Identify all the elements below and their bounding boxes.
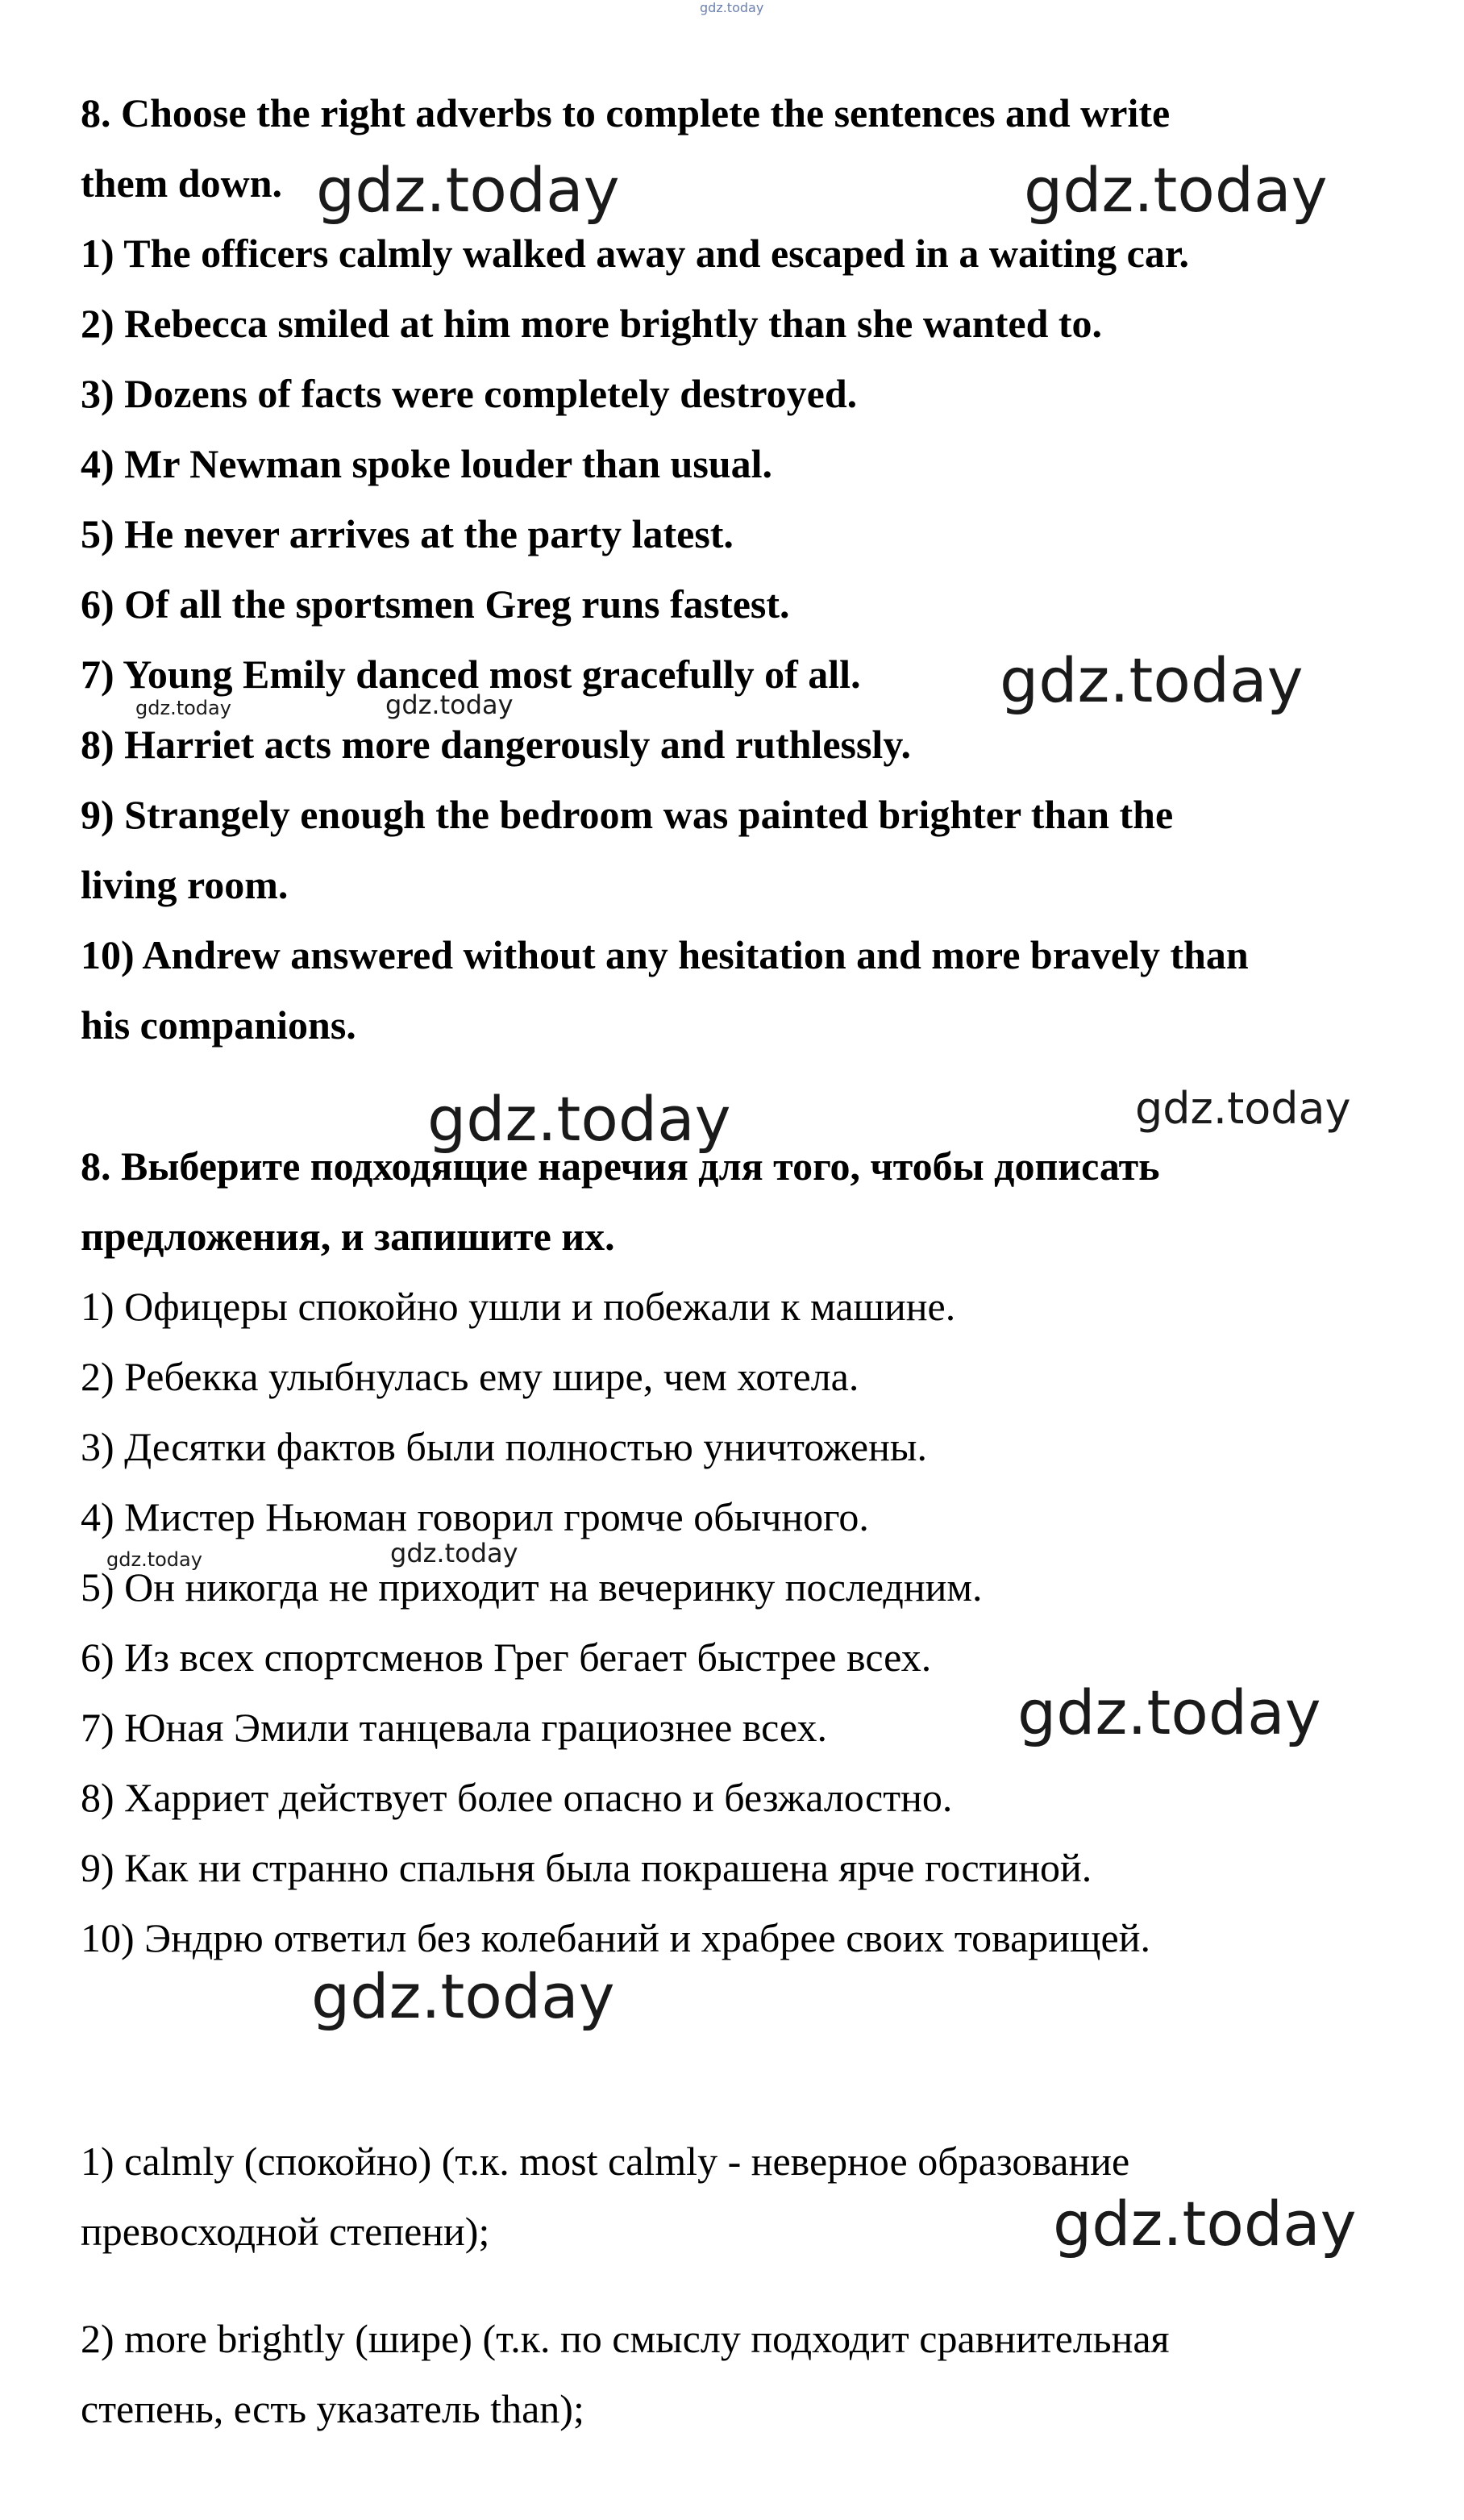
sentence-ru: 2) Ребекка улыбнулась ему шире, чем хотела. — [81, 1354, 859, 1399]
sentence-ru: 7) Юная Эмили танцевала грациознее всех. — [81, 1705, 827, 1750]
sentence-ru: 4) Мистер Ньюман говорил громче обычного. — [81, 1494, 869, 1539]
sentence-en: 7) Young Emily danced most gracefully of all. — [81, 652, 861, 697]
sentence-en: 5) He never arrives at the party latest. — [81, 511, 734, 556]
sentence-ru: 8) Харриет действует более опасно и безжалостно. — [81, 1775, 953, 1820]
exercise-title-en-line2: them down. — [81, 160, 283, 206]
watermark-text: gdz.today — [385, 689, 514, 720]
watermark-text: gdz.today — [427, 1083, 731, 1155]
sentence-en: 9) Strangely enough the bedroom was painted brighter than the — [81, 792, 1174, 837]
exercise-title-ru-line1: 8. Выберите подходящие наречия для того, чтобы дописать — [81, 1143, 1160, 1189]
sentence-en: 3) Dozens of facts were completely destroyed. — [81, 371, 858, 416]
explanation-line: превосходной степени); — [81, 2209, 490, 2254]
sentence-en-continued: living room. — [81, 862, 289, 907]
sentence-ru: 5) Он никогда не приходит на вечеринку последним. — [81, 1564, 983, 1610]
sentence-en: 8) Harriet acts more dangerously and ruthlessly. — [81, 722, 912, 767]
watermark-text: gdz.today — [1000, 644, 1304, 716]
exercise-title-ru-line2: предложения, и запишите их. — [81, 1214, 615, 1259]
watermark-text: gdz.today — [311, 1960, 615, 2032]
watermark-text: gdz.today — [106, 1548, 202, 1571]
watermark-text: gdz.today — [1024, 154, 1328, 226]
explanation-line: степень, есть указатель than); — [81, 2386, 584, 2431]
sentence-ru: 10) Эндрю ответил без колебаний и храбрее своих товарищей. — [81, 1915, 1150, 1960]
explanation-line: 2) more brightly (шире) (т.к. по смыслу подходит сравнительная — [81, 2316, 1170, 2361]
sentence-en: 4) Mr Newman spoke louder than usual. — [81, 441, 772, 486]
sentence-en-continued: his companions. — [81, 1002, 356, 1048]
exercise-title-en-line1: 8. Choose the right adverbs to complete the sentences and write — [81, 90, 1171, 135]
watermark-top: gdz.today — [700, 0, 764, 15]
sentence-en: 10) Andrew answered without any hesitation and more bravely than — [81, 932, 1249, 977]
watermark-text: gdz.today — [390, 1538, 518, 1568]
sentence-en: 2) Rebecca smiled at him more brightly than she wanted to. — [81, 301, 1103, 346]
watermark-text: gdz.today — [316, 154, 620, 226]
sentence-en: 1) The officers calmly walked away and escaped in a waiting car. — [81, 231, 1189, 276]
explanation-line: 1) calmly (спокойно) (т.к. most calmly - неверное образование — [81, 2139, 1130, 2184]
sentence-ru: 6) Из всех спортсменов Грег бегает быстрее всех. — [81, 1635, 932, 1680]
sentence-ru: 1) Офицеры спокойно ушли и побежали к машине. — [81, 1284, 956, 1329]
sentence-ru: 9) Как ни странно спальня была покрашена ярче гостиной. — [81, 1845, 1092, 1890]
watermark-text: gdz.today — [1135, 1083, 1351, 1134]
watermark-text: gdz.today — [135, 697, 231, 719]
sentence-en: 6) Of all the sportsmen Greg runs fastest. — [81, 581, 790, 627]
watermark-text: gdz.today — [1017, 1677, 1321, 1748]
watermark-text: gdz.today — [1053, 2188, 1357, 2260]
sentence-ru: 3) Десятки фактов были полностью уничтожены. — [81, 1424, 927, 1469]
